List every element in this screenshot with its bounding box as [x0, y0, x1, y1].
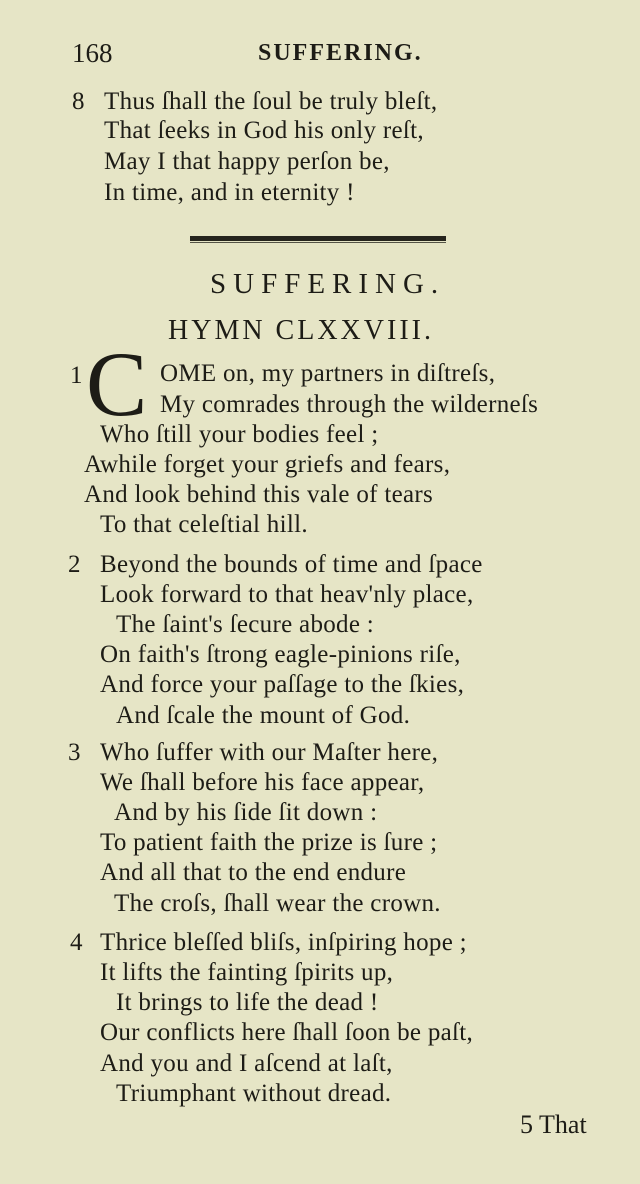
verse-line: Beyond the bounds of time and ſpace	[100, 551, 483, 578]
verse-line: Thrice bleſſed bliſs, inſpiring hope ;	[100, 929, 467, 956]
running-title: SUFFERING.	[258, 40, 423, 66]
verse-line: The croſs, ſhall wear the crown.	[114, 890, 441, 917]
stanza-number: 8	[72, 88, 85, 115]
verse-line: May I that happy perſon be,	[104, 148, 390, 175]
verse-line: Our conflicts here ſhall ſoon be paſt,	[100, 1019, 474, 1046]
verse-line: And all that to the end endure	[100, 859, 407, 886]
verse-line: On faith's ſtrong eagle-pinions riſe,	[100, 641, 461, 668]
verse-line: Triumphant without dread.	[116, 1080, 392, 1107]
drop-cap: C	[86, 333, 148, 435]
catchword: 5 That	[520, 1110, 587, 1139]
section-divider	[190, 236, 446, 241]
verse-line: We ſhall before his face appear,	[100, 769, 425, 796]
verse-line: And ſcale the mount of God.	[116, 702, 411, 729]
verse-line: Who ſuffer with our Maſter here,	[100, 739, 439, 766]
verse-line: Look forward to that heav'nly place,	[100, 581, 474, 608]
section-title: SUFFERING.	[210, 268, 446, 300]
verse-line: My comrades through the wilderneſs	[160, 391, 539, 418]
hymn-title: HYMN CLXXVIII.	[168, 315, 434, 346]
stanza-number: 3	[68, 739, 81, 766]
verse-line: Who ſtill your bodies feel ;	[100, 421, 379, 448]
stanza-number: 4	[70, 929, 83, 956]
verse-line: That ſeeks in God his only reſt,	[104, 117, 424, 144]
verse-line: And look behind this vale of tears	[84, 481, 434, 508]
stanza-number: 2	[68, 551, 81, 578]
verse-line: And by his ſide ſit down :	[114, 799, 378, 826]
verse-line: Thus ſhall the ſoul be truly bleſt,	[104, 88, 438, 115]
verse-line: The ſaint's ſecure abode :	[116, 611, 375, 638]
verse-line: OME on, my partners in diſtreſs,	[160, 360, 496, 387]
section-divider-hairline	[190, 242, 446, 243]
verse-line: In time, and in eternity !	[104, 179, 355, 206]
verse-line: And force your paſſage to the ſkies,	[100, 671, 465, 698]
verse-line: And you and I aſcend at laſt,	[100, 1050, 393, 1077]
verse-line: It lifts the fainting ſpirits up,	[100, 959, 394, 986]
stanza-number: 1	[70, 362, 83, 389]
verse-line: To that celeſtial hill.	[100, 511, 308, 538]
verse-line: It brings to life the dead !	[116, 989, 379, 1016]
verse-line: Awhile forget your griefs and fears,	[84, 451, 451, 478]
page-number: 168	[72, 38, 113, 68]
verse-line: To patient faith the prize is ſure ;	[100, 829, 438, 856]
